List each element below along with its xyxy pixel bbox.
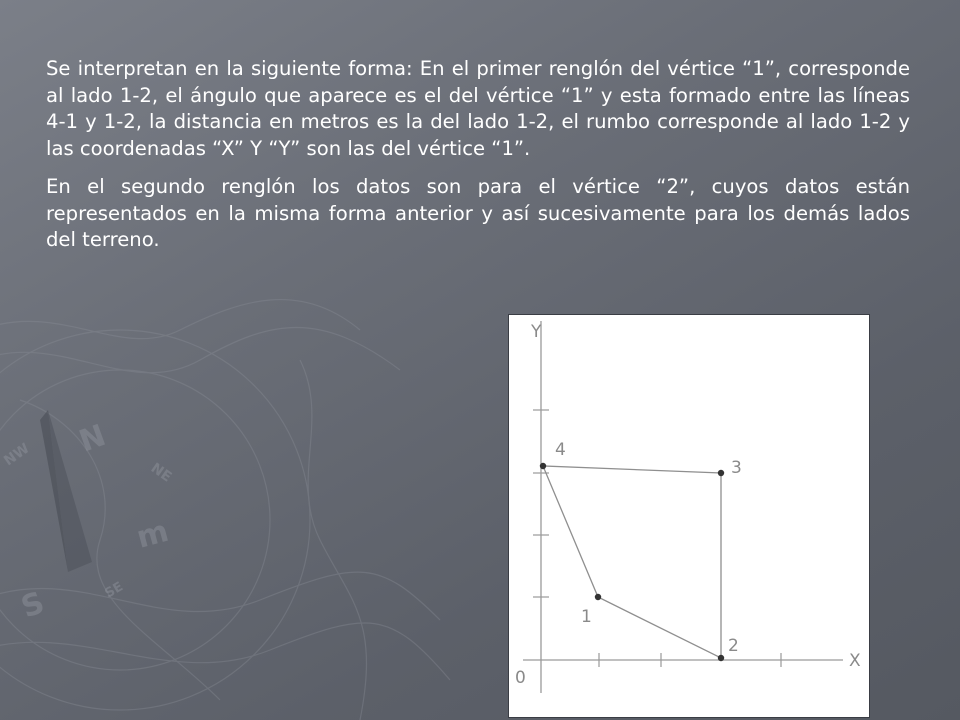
polygon-coordinate-figure [508,314,870,718]
compass-m-letter: m [133,513,173,556]
compass-ne-letter: NE [147,460,175,486]
vertex-1-label: 1 [581,607,592,627]
compass-se-letter: SE [102,579,126,602]
origin-label: 0 [515,668,526,688]
terrain-polygon [543,466,721,658]
vertex-3-label: 3 [731,458,742,478]
vertex-3-point [718,470,724,476]
body-text [46,56,910,266]
axis-y-label: Y [531,322,542,342]
paragraph-1: Se interpretan en la siguiente forma: En el primer renglón del vértice “1”, corresponde al lado 1-2, el ángulo que aparece es el del vértice “1” y esta formado entre las líneas 4-1 y 1-2, la distancia en metros es la del lado 1-2, el rumbo corresponde al lado 1-2 y las coordenadas “X” Y “Y” son las del vértice “1”. [46,57,910,160]
vertex-4-point [540,463,546,469]
vertex-1-point [595,594,601,600]
vertex-2-point [718,655,724,661]
paragraph-2: En el segundo renglón los datos son para el vértice “2”, cuyos datos están representados en la misma forma anterior y así sucesivamente para los demás lados del terreno. [46,175,910,251]
compass-s-letter: S [16,585,50,626]
compass-nw-letter: NW [1,440,33,470]
axis-x-label: X [849,651,861,671]
vertex-2-label: 2 [728,636,739,656]
vertex-4-label: 4 [555,440,566,460]
compass-n-letter: N [74,418,111,460]
